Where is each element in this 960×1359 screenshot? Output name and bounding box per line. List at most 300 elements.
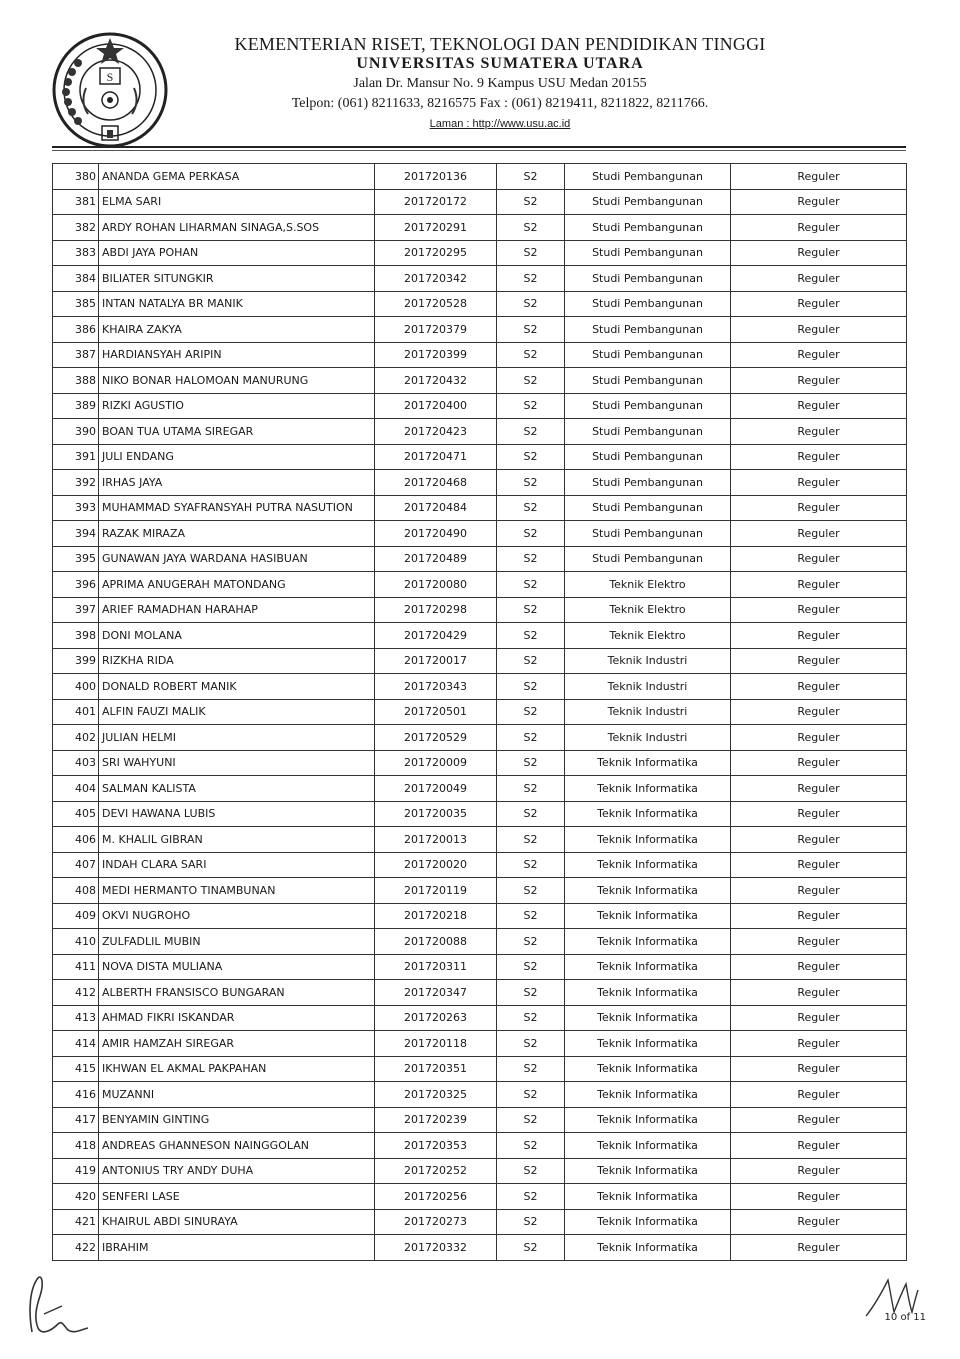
student-name-cell: APRIMA ANUGERAH MATONDANG xyxy=(99,572,375,598)
class-type-cell: Reguler xyxy=(731,291,907,317)
class-type-cell: Reguler xyxy=(731,240,907,266)
study-program-cell: Teknik Industri xyxy=(565,648,731,674)
table-row xyxy=(53,827,907,853)
student-id-cell: 201720291 xyxy=(375,215,497,241)
row-number-cell: 400 xyxy=(53,674,99,700)
student-name-cell: ANANDA GEMA PERKASA xyxy=(99,164,375,190)
degree-level-cell: S2 xyxy=(497,240,565,266)
student-id-cell: 201720468 xyxy=(375,470,497,496)
student-id-cell: 201720256 xyxy=(375,1184,497,1210)
table-row xyxy=(53,266,907,292)
student-name-cell: ELMA SARI xyxy=(99,189,375,215)
table-row xyxy=(53,546,907,572)
table-row xyxy=(53,776,907,802)
student-name-cell: AMIR HAMZAH SIREGAR xyxy=(99,1031,375,1057)
class-type-cell: Reguler xyxy=(731,903,907,929)
table-row xyxy=(53,1158,907,1184)
study-program-cell: Studi Pembangunan xyxy=(565,521,731,547)
class-type-cell: Reguler xyxy=(731,164,907,190)
degree-level-cell: S2 xyxy=(497,1082,565,1108)
row-number-cell: 418 xyxy=(53,1133,99,1159)
study-program-cell: Studi Pembangunan xyxy=(565,444,731,470)
student-name-cell: ARDY ROHAN LIHARMAN SINAGA,S.SOS xyxy=(99,215,375,241)
phone-fax: Telpon: (061) 8211633, 8216575 Fax : (061) 8219411, 8211822, 8211766. xyxy=(291,96,709,111)
study-program-cell: Studi Pembangunan xyxy=(565,189,731,215)
degree-level-cell: S2 xyxy=(497,1107,565,1133)
study-program-cell: Teknik Informatika xyxy=(565,903,731,929)
student-name-cell: RIZKHA RIDA xyxy=(99,648,375,674)
class-type-cell: Reguler xyxy=(731,189,907,215)
university-name: UNIVERSITAS SUMATERA UTARA xyxy=(356,55,644,72)
row-number-cell: 417 xyxy=(53,1107,99,1133)
student-id-cell: 201720172 xyxy=(375,189,497,215)
letterhead-text xyxy=(190,34,810,134)
class-type-cell: Reguler xyxy=(731,980,907,1006)
letterhead xyxy=(0,0,960,150)
class-type-cell: Reguler xyxy=(731,878,907,904)
degree-level-cell: S2 xyxy=(497,903,565,929)
student-id-cell: 201720529 xyxy=(375,725,497,751)
student-name-cell: NOVA DISTA MULIANA xyxy=(99,954,375,980)
table-row xyxy=(53,521,907,547)
student-name-cell: SRI WAHYUNI xyxy=(99,750,375,776)
degree-level-cell: S2 xyxy=(497,189,565,215)
class-type-cell: Reguler xyxy=(731,342,907,368)
student-name-cell: DEVI HAWANA LUBIS xyxy=(99,801,375,827)
study-program-cell: Studi Pembangunan xyxy=(565,419,731,445)
degree-level-cell: S2 xyxy=(497,1056,565,1082)
class-type-cell: Reguler xyxy=(731,699,907,725)
student-id-cell: 201720298 xyxy=(375,597,497,623)
class-type-cell: Reguler xyxy=(731,546,907,572)
student-id-cell: 201720399 xyxy=(375,342,497,368)
row-number-cell: 380 xyxy=(53,164,99,190)
class-type-cell: Reguler xyxy=(731,725,907,751)
study-program-cell: Teknik Industri xyxy=(565,725,731,751)
table-row xyxy=(53,215,907,241)
student-name-cell: INTAN NATALYA BR MANIK xyxy=(99,291,375,317)
degree-level-cell: S2 xyxy=(497,1005,565,1031)
degree-level-cell: S2 xyxy=(497,419,565,445)
degree-level-cell: S2 xyxy=(497,699,565,725)
class-type-cell: Reguler xyxy=(731,470,907,496)
student-id-cell: 201720501 xyxy=(375,699,497,725)
degree-level-cell: S2 xyxy=(497,495,565,521)
row-number-cell: 413 xyxy=(53,1005,99,1031)
table-row xyxy=(53,725,907,751)
student-name-cell: MUZANNI xyxy=(99,1082,375,1108)
student-name-cell: GUNAWAN JAYA WARDANA HASIBUAN xyxy=(99,546,375,572)
student-id-cell: 201720432 xyxy=(375,368,497,394)
row-number-cell: 419 xyxy=(53,1158,99,1184)
study-program-cell: Studi Pembangunan xyxy=(565,164,731,190)
row-number-cell: 405 xyxy=(53,801,99,827)
degree-level-cell: S2 xyxy=(497,368,565,394)
row-number-cell: 409 xyxy=(53,903,99,929)
student-name-cell: AHMAD FIKRI ISKANDAR xyxy=(99,1005,375,1031)
student-id-cell: 201720009 xyxy=(375,750,497,776)
degree-level-cell: S2 xyxy=(497,750,565,776)
study-program-cell: Teknik Informatika xyxy=(565,1158,731,1184)
study-program-cell: Teknik Informatika xyxy=(565,1082,731,1108)
study-program-cell: Teknik Industri xyxy=(565,699,731,725)
class-type-cell: Reguler xyxy=(731,929,907,955)
row-number-cell: 394 xyxy=(53,521,99,547)
study-program-cell: Teknik Informatika xyxy=(565,1031,731,1057)
study-program-cell: Teknik Informatika xyxy=(565,1133,731,1159)
student-id-cell: 201720489 xyxy=(375,546,497,572)
table-row xyxy=(53,878,907,904)
class-type-cell: Reguler xyxy=(731,1031,907,1057)
table-row xyxy=(53,674,907,700)
student-id-cell: 201720423 xyxy=(375,419,497,445)
svg-text:S: S xyxy=(106,70,114,84)
class-type-cell: Reguler xyxy=(731,776,907,802)
class-type-cell: Reguler xyxy=(731,954,907,980)
student-name-cell: ANTONIUS TRY ANDY DUHA xyxy=(99,1158,375,1184)
website-link[interactable]: Laman : http://www.usu.ac.id xyxy=(429,118,571,130)
study-program-cell: Studi Pembangunan xyxy=(565,495,731,521)
study-program-cell: Teknik Informatika xyxy=(565,1209,731,1235)
student-id-cell: 201720429 xyxy=(375,623,497,649)
degree-level-cell: S2 xyxy=(497,266,565,292)
degree-level-cell: S2 xyxy=(497,470,565,496)
table-row xyxy=(53,648,907,674)
table-row xyxy=(53,1005,907,1031)
header-rule-thin xyxy=(52,150,906,151)
class-type-cell: Reguler xyxy=(731,1107,907,1133)
study-program-cell: Studi Pembangunan xyxy=(565,291,731,317)
student-id-cell: 201720119 xyxy=(375,878,497,904)
degree-level-cell: S2 xyxy=(497,648,565,674)
student-name-cell: BILIATER SITUNGKIR xyxy=(99,266,375,292)
class-type-cell: Reguler xyxy=(731,317,907,343)
handwritten-signature-icon xyxy=(18,1270,98,1340)
row-number-cell: 389 xyxy=(53,393,99,419)
row-number-cell: 403 xyxy=(53,750,99,776)
row-number-cell: 421 xyxy=(53,1209,99,1235)
student-id-cell: 201720353 xyxy=(375,1133,497,1159)
class-type-cell: Reguler xyxy=(731,750,907,776)
degree-level-cell: S2 xyxy=(497,827,565,853)
table-row xyxy=(53,1184,907,1210)
student-id-cell: 201720035 xyxy=(375,801,497,827)
student-name-cell: DONI MOLANA xyxy=(99,623,375,649)
degree-level-cell: S2 xyxy=(497,1158,565,1184)
student-name-cell: ALBERTH FRANSISCO BUNGARAN xyxy=(99,980,375,1006)
student-id-cell: 201720136 xyxy=(375,164,497,190)
header-rule xyxy=(52,146,906,148)
row-number-cell: 382 xyxy=(53,215,99,241)
class-type-cell: Reguler xyxy=(731,623,907,649)
table-row xyxy=(53,368,907,394)
table-row xyxy=(53,699,907,725)
row-number-cell: 399 xyxy=(53,648,99,674)
degree-level-cell: S2 xyxy=(497,521,565,547)
degree-level-cell: S2 xyxy=(497,546,565,572)
class-type-cell: Reguler xyxy=(731,801,907,827)
student-name-cell: MEDI HERMANTO TINAMBUNAN xyxy=(99,878,375,904)
student-id-cell: 201720311 xyxy=(375,954,497,980)
table-row xyxy=(53,444,907,470)
student-name-cell: KHAIRA ZAKYA xyxy=(99,317,375,343)
student-name-cell: BENYAMIN GINTING xyxy=(99,1107,375,1133)
row-number-cell: 387 xyxy=(53,342,99,368)
table-row xyxy=(53,903,907,929)
row-number-cell: 393 xyxy=(53,495,99,521)
study-program-cell: Teknik Informatika xyxy=(565,1107,731,1133)
degree-level-cell: S2 xyxy=(497,1031,565,1057)
study-program-cell: Studi Pembangunan xyxy=(565,342,731,368)
table-row xyxy=(53,597,907,623)
class-type-cell: Reguler xyxy=(731,674,907,700)
study-program-cell: Studi Pembangunan xyxy=(565,266,731,292)
row-number-cell: 390 xyxy=(53,419,99,445)
student-name-cell: RIZKI AGUSTIO xyxy=(99,393,375,419)
student-id-cell: 201720013 xyxy=(375,827,497,853)
class-type-cell: Reguler xyxy=(731,852,907,878)
study-program-cell: Studi Pembangunan xyxy=(565,393,731,419)
study-program-cell: Teknik Informatika xyxy=(565,750,731,776)
ministry-name: KEMENTERIAN RISET, TEKNOLOGI DAN PENDIDIKAN TINGGI xyxy=(234,34,766,54)
row-number-cell: 392 xyxy=(53,470,99,496)
degree-level-cell: S2 xyxy=(497,623,565,649)
class-type-cell: Reguler xyxy=(731,521,907,547)
study-program-cell: Teknik Informatika xyxy=(565,1184,731,1210)
class-type-cell: Reguler xyxy=(731,1184,907,1210)
class-type-cell: Reguler xyxy=(731,266,907,292)
study-program-cell: Teknik Elektro xyxy=(565,572,731,598)
student-id-cell: 201720295 xyxy=(375,240,497,266)
row-number-cell: 396 xyxy=(53,572,99,598)
row-number-cell: 412 xyxy=(53,980,99,1006)
table-row xyxy=(53,317,907,343)
student-id-cell: 201720020 xyxy=(375,852,497,878)
student-id-cell: 201720273 xyxy=(375,1209,497,1235)
student-id-cell: 201720471 xyxy=(375,444,497,470)
degree-level-cell: S2 xyxy=(497,1184,565,1210)
class-type-cell: Reguler xyxy=(731,215,907,241)
table-row xyxy=(53,1209,907,1235)
degree-level-cell: S2 xyxy=(497,1133,565,1159)
student-id-cell: 201720239 xyxy=(375,1107,497,1133)
student-id-cell: 201720342 xyxy=(375,266,497,292)
student-name-cell: INDAH CLARA SARI xyxy=(99,852,375,878)
degree-level-cell: S2 xyxy=(497,929,565,955)
degree-level-cell: S2 xyxy=(497,674,565,700)
row-number-cell: 416 xyxy=(53,1082,99,1108)
table-row xyxy=(53,470,907,496)
table-row xyxy=(53,342,907,368)
student-id-cell: 201720049 xyxy=(375,776,497,802)
student-id-cell: 201720332 xyxy=(375,1235,497,1261)
study-program-cell: Teknik Industri xyxy=(565,674,731,700)
student-id-cell: 201720017 xyxy=(375,648,497,674)
degree-level-cell: S2 xyxy=(497,572,565,598)
degree-level-cell: S2 xyxy=(497,1209,565,1235)
student-name-cell: NIKO BONAR HALOMOAN MANURUNG xyxy=(99,368,375,394)
class-type-cell: Reguler xyxy=(731,572,907,598)
table-row xyxy=(53,291,907,317)
class-type-cell: Reguler xyxy=(731,648,907,674)
study-program-cell: Teknik Elektro xyxy=(565,597,731,623)
student-name-cell: RAZAK MIRAZA xyxy=(99,521,375,547)
student-name-cell: M. KHALIL GIBRAN xyxy=(99,827,375,853)
degree-level-cell: S2 xyxy=(497,444,565,470)
row-number-cell: 386 xyxy=(53,317,99,343)
student-name-cell: HARDIANSYAH ARIPIN xyxy=(99,342,375,368)
address: Jalan Dr. Mansur No. 9 Kampus USU Medan 20155 xyxy=(353,76,647,91)
student-name-cell: ARIEF RAMADHAN HARAHAP xyxy=(99,597,375,623)
table-row xyxy=(53,1235,907,1261)
class-type-cell: Reguler xyxy=(731,419,907,445)
study-program-cell: Teknik Informatika xyxy=(565,801,731,827)
row-number-cell: 383 xyxy=(53,240,99,266)
table-row xyxy=(53,750,907,776)
row-number-cell: 381 xyxy=(53,189,99,215)
study-program-cell: Teknik Informatika xyxy=(565,980,731,1006)
table-row xyxy=(53,929,907,955)
table-row xyxy=(53,1031,907,1057)
study-program-cell: Studi Pembangunan xyxy=(565,240,731,266)
class-type-cell: Reguler xyxy=(731,1005,907,1031)
degree-level-cell: S2 xyxy=(497,801,565,827)
row-number-cell: 388 xyxy=(53,368,99,394)
student-id-cell: 201720080 xyxy=(375,572,497,598)
student-name-cell: ABDI JAYA POHAN xyxy=(99,240,375,266)
degree-level-cell: S2 xyxy=(497,1235,565,1261)
student-id-cell: 201720263 xyxy=(375,1005,497,1031)
page-number: 10 of 11 xyxy=(884,1312,926,1323)
row-number-cell: 398 xyxy=(53,623,99,649)
class-type-cell: Reguler xyxy=(731,495,907,521)
student-name-cell: SENFERI LASE xyxy=(99,1184,375,1210)
student-table xyxy=(52,163,906,1261)
table-row xyxy=(53,419,907,445)
table-row xyxy=(53,495,907,521)
study-program-cell: Studi Pembangunan xyxy=(565,368,731,394)
student-name-cell: JULI ENDANG xyxy=(99,444,375,470)
row-number-cell: 401 xyxy=(53,699,99,725)
degree-level-cell: S2 xyxy=(497,776,565,802)
study-program-cell: Studi Pembangunan xyxy=(565,317,731,343)
study-program-cell: Studi Pembangunan xyxy=(565,215,731,241)
student-id-cell: 201720351 xyxy=(375,1056,497,1082)
row-number-cell: 422 xyxy=(53,1235,99,1261)
student-name-cell: ANDREAS GHANNESON NAINGGOLAN xyxy=(99,1133,375,1159)
study-program-cell: Studi Pembangunan xyxy=(565,470,731,496)
student-name-cell: ALFIN FAUZI MALIK xyxy=(99,699,375,725)
study-program-cell: Teknik Informatika xyxy=(565,827,731,853)
student-id-cell: 201720379 xyxy=(375,317,497,343)
class-type-cell: Reguler xyxy=(731,368,907,394)
class-type-cell: Reguler xyxy=(731,1082,907,1108)
row-number-cell: 410 xyxy=(53,929,99,955)
student-table-body xyxy=(53,164,907,1261)
student-name-cell: IBRAHIM xyxy=(99,1235,375,1261)
table-row xyxy=(53,1082,907,1108)
student-id-cell: 201720252 xyxy=(375,1158,497,1184)
student-id-cell: 201720490 xyxy=(375,521,497,547)
student-name-cell: DONALD ROBERT MANIK xyxy=(99,674,375,700)
table-row xyxy=(53,623,907,649)
class-type-cell: Reguler xyxy=(731,1209,907,1235)
class-type-cell: Reguler xyxy=(731,597,907,623)
student-id-cell: 201720347 xyxy=(375,980,497,1006)
student-id-cell: 201720528 xyxy=(375,291,497,317)
row-number-cell: 402 xyxy=(53,725,99,751)
study-program-cell: Teknik Informatika xyxy=(565,1235,731,1261)
degree-level-cell: S2 xyxy=(497,393,565,419)
student-id-cell: 201720343 xyxy=(375,674,497,700)
table-row xyxy=(53,240,907,266)
table-row xyxy=(53,980,907,1006)
class-type-cell: Reguler xyxy=(731,393,907,419)
student-name-cell: JULIAN HELMI xyxy=(99,725,375,751)
row-number-cell: 384 xyxy=(53,266,99,292)
row-number-cell: 397 xyxy=(53,597,99,623)
student-id-cell: 201720325 xyxy=(375,1082,497,1108)
degree-level-cell: S2 xyxy=(497,342,565,368)
class-type-cell: Reguler xyxy=(731,444,907,470)
table-row xyxy=(53,1107,907,1133)
study-program-cell: Teknik Informatika xyxy=(565,878,731,904)
table-row xyxy=(53,801,907,827)
row-number-cell: 414 xyxy=(53,1031,99,1057)
study-program-cell: Teknik Informatika xyxy=(565,1056,731,1082)
row-number-cell: 385 xyxy=(53,291,99,317)
student-name-cell: ZULFADLIL MUBIN xyxy=(99,929,375,955)
degree-level-cell: S2 xyxy=(497,164,565,190)
study-program-cell: Teknik Informatika xyxy=(565,852,731,878)
table-row xyxy=(53,189,907,215)
degree-level-cell: S2 xyxy=(497,980,565,1006)
table-row xyxy=(53,852,907,878)
student-id-cell: 201720484 xyxy=(375,495,497,521)
row-number-cell: 415 xyxy=(53,1056,99,1082)
student-name-cell: SALMAN KALISTA xyxy=(99,776,375,802)
class-type-cell: Reguler xyxy=(731,827,907,853)
degree-level-cell: S2 xyxy=(497,725,565,751)
student-name-cell: BOAN TUA UTAMA SIREGAR xyxy=(99,419,375,445)
table-row xyxy=(53,1133,907,1159)
study-program-cell: Studi Pembangunan xyxy=(565,546,731,572)
table-row xyxy=(53,572,907,598)
study-program-cell: Teknik Informatika xyxy=(565,954,731,980)
student-id-cell: 201720118 xyxy=(375,1031,497,1057)
row-number-cell: 411 xyxy=(53,954,99,980)
row-number-cell: 406 xyxy=(53,827,99,853)
student-id-cell: 201720218 xyxy=(375,903,497,929)
row-number-cell: 404 xyxy=(53,776,99,802)
class-type-cell: Reguler xyxy=(731,1235,907,1261)
class-type-cell: Reguler xyxy=(731,1056,907,1082)
class-type-cell: Reguler xyxy=(731,1158,907,1184)
study-program-cell: Teknik Informatika xyxy=(565,776,731,802)
row-number-cell: 391 xyxy=(53,444,99,470)
table-row xyxy=(53,393,907,419)
row-number-cell: 408 xyxy=(53,878,99,904)
study-program-cell: Teknik Informatika xyxy=(565,1005,731,1031)
degree-level-cell: S2 xyxy=(497,291,565,317)
student-name-cell: MUHAMMAD SYAFRANSYAH PUTRA NASUTION xyxy=(99,495,375,521)
class-type-cell: Reguler xyxy=(731,1133,907,1159)
degree-level-cell: S2 xyxy=(497,215,565,241)
student-name-cell: IKHWAN EL AKMAL PAKPAHAN xyxy=(99,1056,375,1082)
row-number-cell: 420 xyxy=(53,1184,99,1210)
university-seal-icon xyxy=(50,30,170,150)
student-name-cell: OKVI NUGROHO xyxy=(99,903,375,929)
